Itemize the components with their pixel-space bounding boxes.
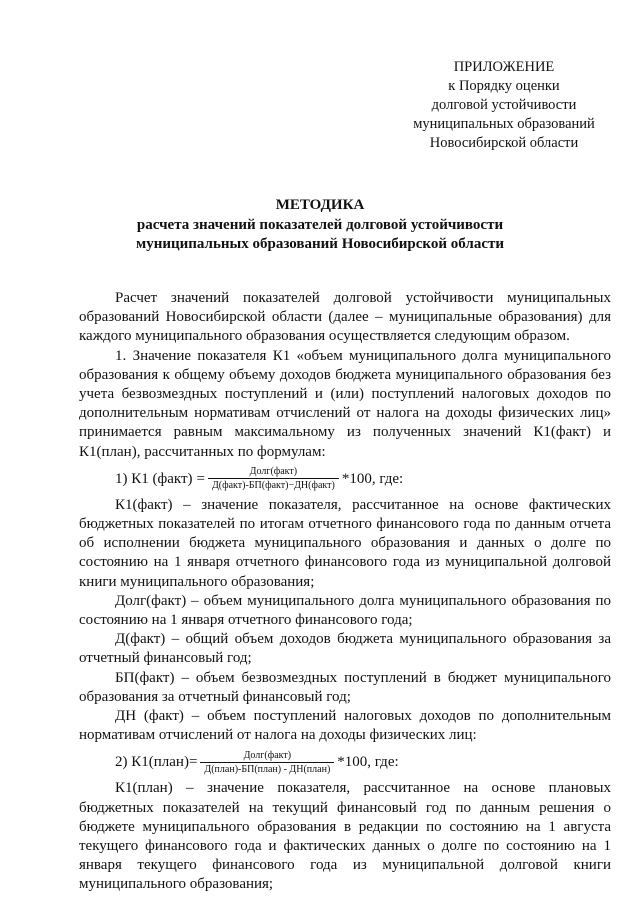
definition-paragraph: К1(факт) – значение показателя, рассчитанное на основе фактических бюджетных показателей по итогам отчетного финансового года по данным отчета об исполнении бюджета муниципального образования и данных о долге по состоянию на 1 января отчетного финансового года из муниципальной долговой книги муниципального образования; <box>79 496 611 590</box>
intro-paragraph: Расчет значений показателей долговой устойчивости муниципальных образований Новосибирской области (далее – муниципальные образования) для каждого муниципального образования осуществляется следующим образом. <box>79 290 611 345</box>
formula-k1-fact-fraction <box>208 466 339 491</box>
definition-paragraph: БП(факт) – объем безвозмездных поступлений в бюджет муниципального образования за отчетный финансовый год; <box>79 669 611 705</box>
appendix-line: ПРИЛОЖЕНИЕ <box>453 59 555 75</box>
document-body <box>79 289 611 895</box>
definition-paragraph: Д(факт) – общий объем доходов бюджета муниципального образования за отчетный финансовый год; <box>79 631 611 667</box>
formula-k1-plan <box>79 745 611 779</box>
formula-k1-fact-denominator: Д(факт)-БП(факт)−ДН(факт) <box>208 478 339 491</box>
appendix-line: долговой устойчивости <box>431 97 577 113</box>
appendix-line: к Порядку оценки <box>448 78 560 94</box>
appendix-line: Новосибирской области <box>429 135 579 151</box>
formula-k1-fact-prefix: 1) К1 (факт) <box>115 470 193 487</box>
formula-k1-fact-equals: = <box>196 470 205 487</box>
formula-k1-plan-denominator: Д(план)-БП(план) - ДН(план) <box>200 762 334 775</box>
document-subtitle-line-2: муниципальных образований Новосибирской области <box>136 236 504 252</box>
formula-k1-plan-numerator: Долг(факт) <box>243 749 292 761</box>
document-heading <box>60 196 580 255</box>
definition-paragraph: К1(план) – значение показателя, рассчитанное на основе плановых бюджетных показателей на текущий финансовый год по данным решения о бюджете муниципального образования в редакции по состоянию на 1 августа текущего финансового года и фактических данных о долге по состоянию на 1 января текущего финансового года из муниципальной долговой книги муниципального образования; <box>79 780 611 893</box>
document-title: МЕТОДИКА <box>275 197 365 213</box>
definition-paragraph: ДН (факт) – объем поступлений налоговых доходов по дополнительным нормативам отчислений от налога на доходы физических лиц: <box>79 708 611 744</box>
formula-k1-plan-suffix: *100, где: <box>337 754 399 771</box>
item-1-paragraph: 1. Значение показателя К1 «объем муниципального долга муниципального образования к общему объему доходов бюджета муниципального образования без учета безвозмездных поступлений и (или) поступлений налоговых доходов по дополнительным нормативам отчислений от налога на доходы физических лиц» принимается равным максимальному из полученных значений К1(факт) и К1(план), рассчитанных по формулам: <box>79 347 611 460</box>
definition-paragraph: Долг(факт) – объем муниципального долга муниципального образования по состоянию на 1 января отчетного финансового года; <box>79 592 611 629</box>
formula-k1-fact-suffix: *100, где: <box>341 470 404 487</box>
formula-k1-fact-numerator: Долг(факт) <box>249 466 298 478</box>
document-subtitle-line-1: расчета значений показателей долговой устойчивости <box>136 216 504 233</box>
appendix-line: муниципальных образований <box>413 116 595 132</box>
formula-k1-fact <box>79 462 611 496</box>
formula-k1-plan-prefix: 2) К1(план)= <box>115 754 198 771</box>
appendix-header <box>410 58 598 153</box>
formula-k1-plan-fraction <box>200 750 334 775</box>
